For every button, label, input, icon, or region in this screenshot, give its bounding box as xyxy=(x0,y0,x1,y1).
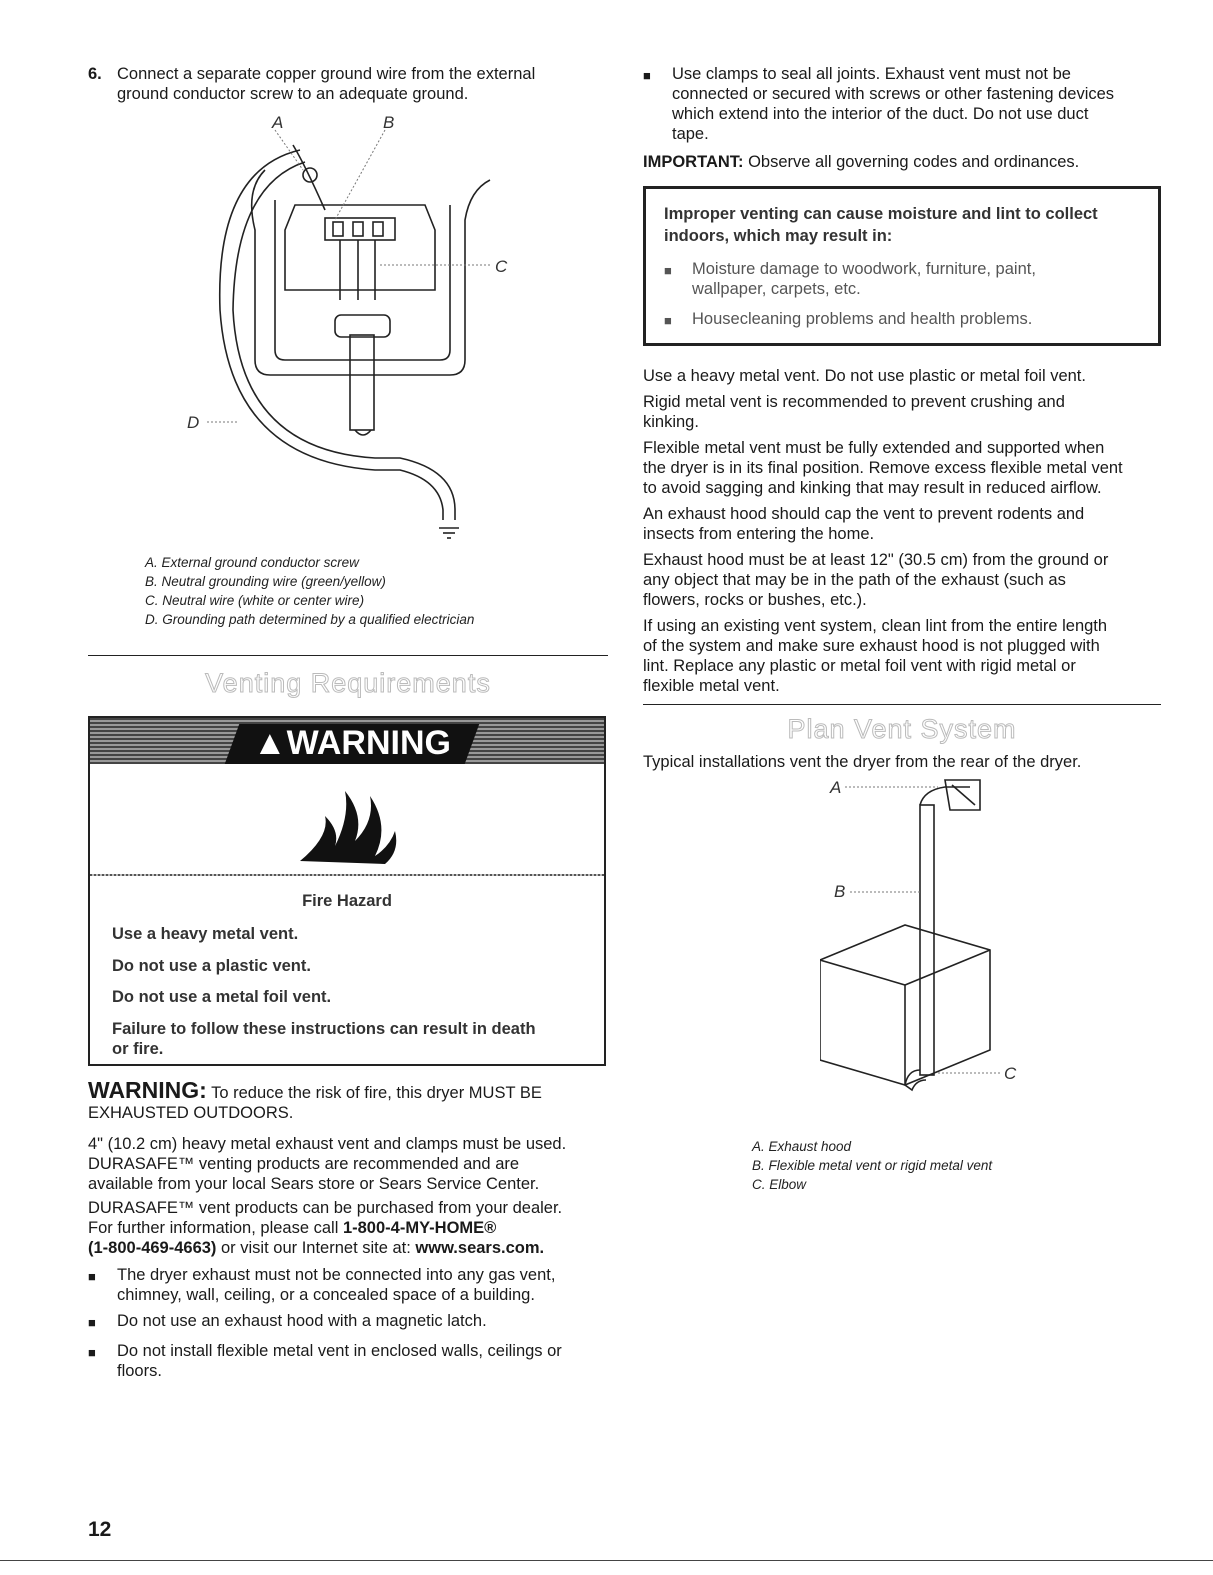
phone-number-digits[interactable]: (1-800-469-4663) xyxy=(88,1239,217,1257)
warning-text: To reduce the risk of fire, this dryer MUST BE xyxy=(206,1084,542,1102)
website-link[interactable]: www.sears.com. xyxy=(415,1239,545,1257)
fig2-legend xyxy=(752,1137,1152,1194)
list-item: ■ Do not use an exhaust hood with a magnetic latch. xyxy=(88,1311,608,1341)
paragraph-line: Use a heavy metal vent. Do not use plastic or metal foil vent. xyxy=(643,367,1086,385)
paragraph-line: If using an existing vent system, clean lint from the entire length xyxy=(643,617,1108,635)
bullet-icon: ■ xyxy=(664,313,672,328)
page-number: 12 xyxy=(88,1518,112,1541)
paragraph-line: any object that may be in the path of the exhaust (such as xyxy=(643,571,1066,589)
paragraph-line: available from your local Sears store or Sears Service Center. xyxy=(88,1175,540,1193)
bullet-icon: ■ xyxy=(88,1345,96,1360)
paragraph-line: Flexible metal vent must be fully extended and supported when xyxy=(643,439,1105,457)
list-item: ■ Moisture damage to woodwork, furniture, paint, wallpaper, carpets, etc. xyxy=(664,260,1036,298)
label-d: D xyxy=(187,413,200,432)
bullet-icon: ■ xyxy=(88,1315,96,1330)
venting-notice-box xyxy=(643,186,1161,346)
left-bullet-list xyxy=(88,1265,608,1387)
warning-paragraph xyxy=(88,1077,608,1123)
paragraph-line: of the system and make sure exhaust hood is not plugged with xyxy=(643,637,1100,655)
terminal-block-illustration xyxy=(175,110,535,550)
dryer-illustration xyxy=(820,775,1035,1130)
warning-line: Use a heavy metal vent. xyxy=(112,925,299,943)
vent-paragraph-2 xyxy=(88,1198,608,1258)
step-number: 6. xyxy=(88,65,102,83)
hazard-title: Fire Hazard xyxy=(302,892,392,910)
step-6 xyxy=(88,64,608,104)
notice-title-line1: Improper venting can cause moisture and lint to collect xyxy=(664,205,1098,223)
right-paragraphs xyxy=(643,366,1168,696)
bullet-icon: ■ xyxy=(88,1269,96,1284)
step-text-line1: Connect a separate copper ground wire from the external xyxy=(117,65,536,83)
legend-item: C. Elbow xyxy=(752,1177,807,1192)
warning-banner-text: WARNING xyxy=(286,724,451,762)
paragraph-line: An exhaust hood should cap the vent to prevent rodents and xyxy=(643,505,1085,523)
label-a: A xyxy=(830,778,842,797)
paragraph-line: DURASAFE™ vent products can be purchased from your dealer. xyxy=(88,1199,563,1217)
legend-item: B. Flexible metal vent or rigid metal vent xyxy=(752,1158,993,1173)
paragraph-line: to avoid sagging and kinking that may result in reduced airflow. xyxy=(643,479,1102,497)
section-divider xyxy=(643,704,1161,705)
bullet-icon: ■ xyxy=(664,263,672,278)
paragraph-line: lint. Replace any plastic or metal foil vent with rigid metal or xyxy=(643,657,1076,675)
label-c: C xyxy=(495,257,508,276)
label-a: A xyxy=(272,113,284,132)
plan-text: Typical installations vent the dryer from the rear of the dryer. xyxy=(643,753,1082,771)
label-b: B xyxy=(383,113,395,132)
paragraph-line: Rigid metal vent is recommended to prevent crushing and xyxy=(643,393,1065,411)
warning-line: Do not use a plastic vent. xyxy=(112,957,311,975)
important-text: Observe all governing codes and ordinances. xyxy=(743,153,1080,171)
vent-paragraph-1 xyxy=(88,1134,608,1194)
bullet-icon: ■ xyxy=(643,68,651,83)
label-b: B xyxy=(834,882,846,901)
paragraph-line: DURASAFE™ venting products are recommended and are xyxy=(88,1155,520,1173)
legend-item: B. Neutral grounding wire (green/yellow) xyxy=(145,574,386,589)
legend-item: D. Grounding path determined by a qualified electrician xyxy=(145,612,475,627)
ground-wire-diagram xyxy=(175,110,535,550)
important-label: IMPORTANT: xyxy=(643,153,744,171)
list-item: ■ Housecleaning problems and health problems. xyxy=(664,309,1158,329)
dryer-vent-diagram xyxy=(820,775,1035,1130)
paragraph-line: or visit our Internet site at: xyxy=(216,1239,416,1257)
paragraph-line: insects from entering the home. xyxy=(643,525,875,543)
important-note xyxy=(643,152,1163,172)
paragraph-line: For further information, please call xyxy=(88,1219,343,1237)
list-item: ■ Do not install flexible metal vent in enclosed walls, ceilings or floors. xyxy=(88,1342,562,1380)
venting-heading: Venting Requirements xyxy=(205,668,491,698)
right-top-bullet: ■ Use clamps to seal all joints. Exhaust vent must not be connected or secured with screws or other fastening devices which extend into the interior of the duct. Do not use duct tape. xyxy=(643,65,1115,143)
paragraph-line: 4" (10.2 cm) heavy metal exhaust vent and clamps must be used. xyxy=(88,1135,567,1153)
legend-item: A. Exhaust hood xyxy=(752,1139,852,1154)
paragraph-line: flowers, rocks or bushes, etc.). xyxy=(643,591,867,609)
warning-text-line2: EXHAUSTED OUTDOORS. xyxy=(88,1104,294,1122)
warning-failure-line2: or fire. xyxy=(112,1040,164,1058)
alert-triangle-icon: ▲ xyxy=(253,724,287,762)
paragraph-line: kinking. xyxy=(643,413,699,431)
warning-line: Do not use a metal foil vent. xyxy=(112,988,332,1006)
legend-item: C. Neutral wire (white or center wire) xyxy=(145,593,365,608)
fire-warning-box xyxy=(88,716,606,1066)
section-divider xyxy=(88,655,608,656)
label-c: C xyxy=(1004,1064,1017,1083)
paragraph-line: the dryer is in its final position. Remove excess flexible metal vent xyxy=(643,459,1123,477)
plan-vent-heading: Plan Vent System xyxy=(787,714,1017,744)
paragraph-line: Exhaust hood must be at least 12" (30.5 cm) from the ground or xyxy=(643,551,1109,569)
warning-label: WARNING: xyxy=(88,1077,207,1103)
paragraph-line: flexible metal vent. xyxy=(643,677,780,695)
step-text-line2: ground conductor screw to an adequate ground. xyxy=(117,85,469,103)
warning-failure-line1: Failure to follow these instructions can result in death xyxy=(112,1020,536,1038)
fig1-legend xyxy=(145,553,585,629)
fire-icon xyxy=(290,776,410,866)
notice-title-line2: indoors, which may result in: xyxy=(664,227,893,245)
phone-number[interactable]: 1-800-4-MY-HOME® xyxy=(342,1219,497,1237)
legend-item: A. External ground conductor screw xyxy=(145,555,359,570)
footer-rule xyxy=(0,1560,1213,1561)
list-item: ■ The dryer exhaust must not be connected into any gas vent, chimney, wall, ceiling, or a concealed space of a building. xyxy=(88,1266,556,1304)
